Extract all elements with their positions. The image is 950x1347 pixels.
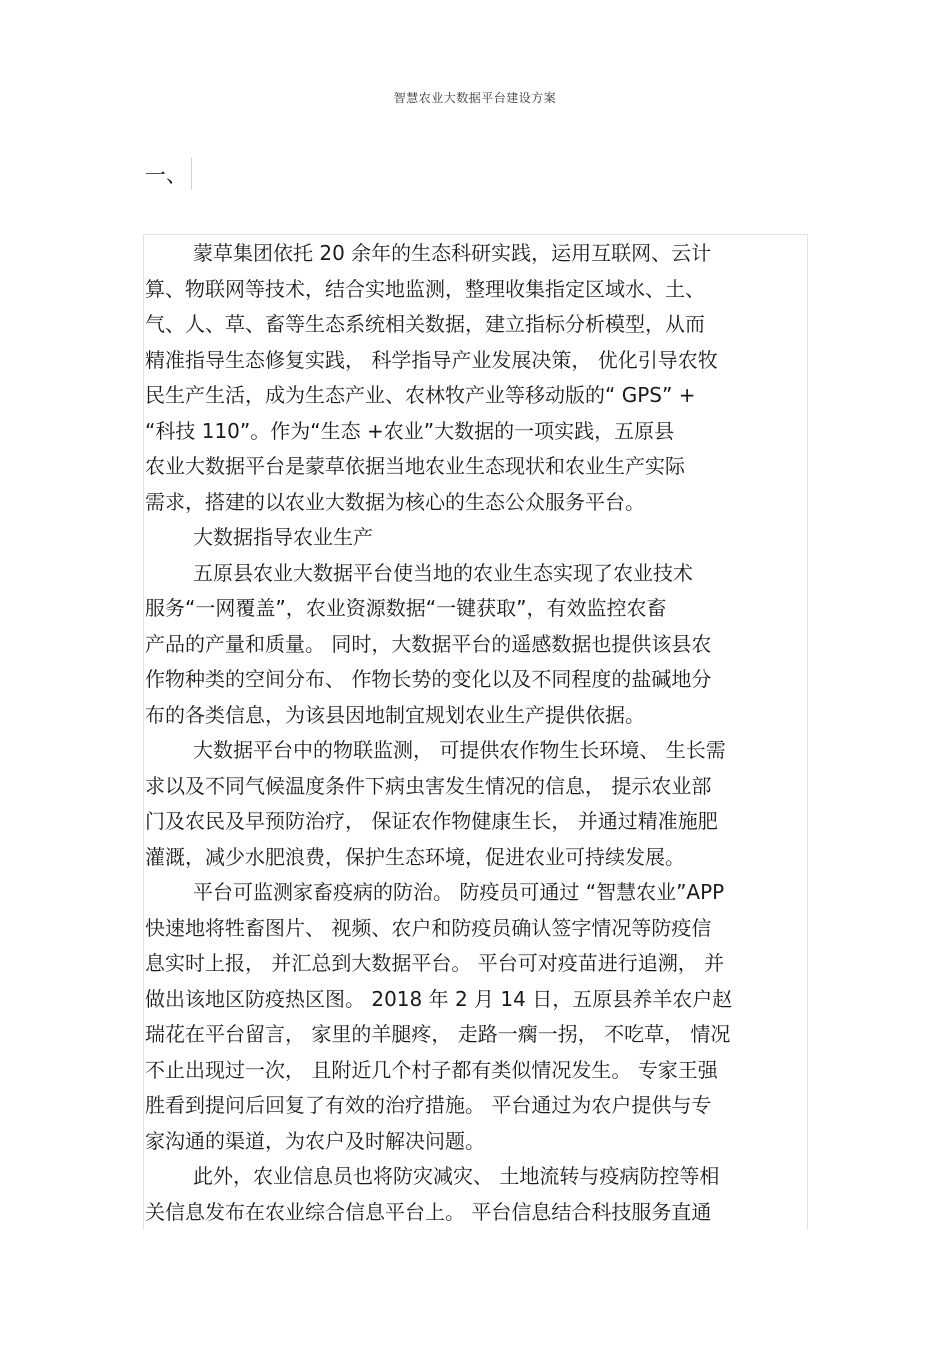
text-line: 此外，农业信息员也将防灾减灾、 土地流转与疫病防控等相 bbox=[193, 1164, 720, 1188]
text-line: 气、人、草、畜等生态系统相关数据，建立指标分析模型，从而 bbox=[145, 312, 705, 336]
text-line: 服务“一网覆盖”，农业资源数据“一键获取”，有效监控农畜 bbox=[145, 596, 667, 620]
text-line: 胜看到提问后回复了有效的治疗措施。 平台通过为农户提供与专 bbox=[145, 1093, 712, 1117]
section-heading: 大数据指导农业生产 bbox=[193, 525, 373, 549]
text-line: 布的各类信息，为该县因地制宜规划农业生产提供依据。 bbox=[145, 702, 645, 727]
text-line: 门及农民及早预防治疗， 保证农作物健康生长， 并通过精准施肥 bbox=[145, 809, 718, 833]
section-number-box bbox=[143, 158, 192, 190]
text-line: 精准指导生态修复实践， 科学指导产业发展决策， 优化引导农牧 bbox=[145, 347, 718, 372]
document-body bbox=[145, 236, 817, 1230]
text-line: “科技 110”。作为“生态 +农业”大数据的一项实践，五原县 bbox=[145, 418, 675, 443]
text-line: 瑞花在平台留言， 家里的羊腿疼， 走路一瘸一拐， 不吃草， 情况 bbox=[145, 1022, 731, 1046]
text-line: 关信息发布在农业综合信息平台上。 平台信息结合科技服务直通 bbox=[145, 1199, 712, 1224]
text-line: 息实时上报， 并汇总到大数据平台。 平台可对疫苗进行追溯， 并 bbox=[145, 951, 725, 975]
text-line: 不止出现过一次， 且附近几个村子都有类似情况发生。 专家王强 bbox=[145, 1057, 718, 1082]
text-line: 农业大数据平台是蒙草依据当地农业生态现状和农业生产实际 bbox=[145, 454, 685, 478]
text-line: 蒙草集团依托 20 余年的生态科研实践，运用互联网、云计 bbox=[193, 241, 712, 265]
text-line: 作物种类的空间分布、 作物长势的变化以及不同程度的盐碱地分 bbox=[145, 667, 712, 691]
text-line: 做出该地区防疫热区图。 2018 年 2 月 14 日，五原县养羊农户赵 bbox=[145, 986, 733, 1011]
text-line: 需求，搭建的以农业大数据为核心的生态公众服务平台。 bbox=[145, 489, 645, 514]
text-line: 快速地将牲畜图片、 视频、农户和防疫员确认签字情况等防疫信 bbox=[145, 915, 712, 940]
section-number: 一、 bbox=[145, 163, 187, 187]
text-line: 灌溉，减少水肥浪费，保护生态环境，促进农业可持续发展。 bbox=[145, 844, 685, 869]
document-title: 智慧农业大数据平台建设方案 bbox=[393, 91, 557, 105]
text-line: 算、物联网等技术，结合实地监测，整理收集指定区域水、土、 bbox=[145, 276, 705, 301]
text-line: 五原县农业大数据平台使当地的农业生态实现了农业技术 bbox=[193, 560, 693, 585]
text-line: 民生产生活，成为生态产业、农林牧产业等移动版的“ GPS” + bbox=[145, 383, 696, 407]
text-line: 家沟通的渠道，为农户及时解决问题。 bbox=[145, 1128, 485, 1153]
text-line: 求以及不同气候温度条件下病虫害发生情况的信息， 提示农业部 bbox=[145, 773, 712, 798]
text-line: 产品的产量和质量。 同时，大数据平台的遥感数据也提供该县农 bbox=[145, 631, 712, 656]
text-line: 大数据平台中的物联监测， 可提供农作物生长环境、 生长需 bbox=[193, 738, 726, 762]
text-line: 平台可监测家畜疫病的防治。 防疫员可通过 “智慧农业”APP bbox=[193, 880, 725, 904]
